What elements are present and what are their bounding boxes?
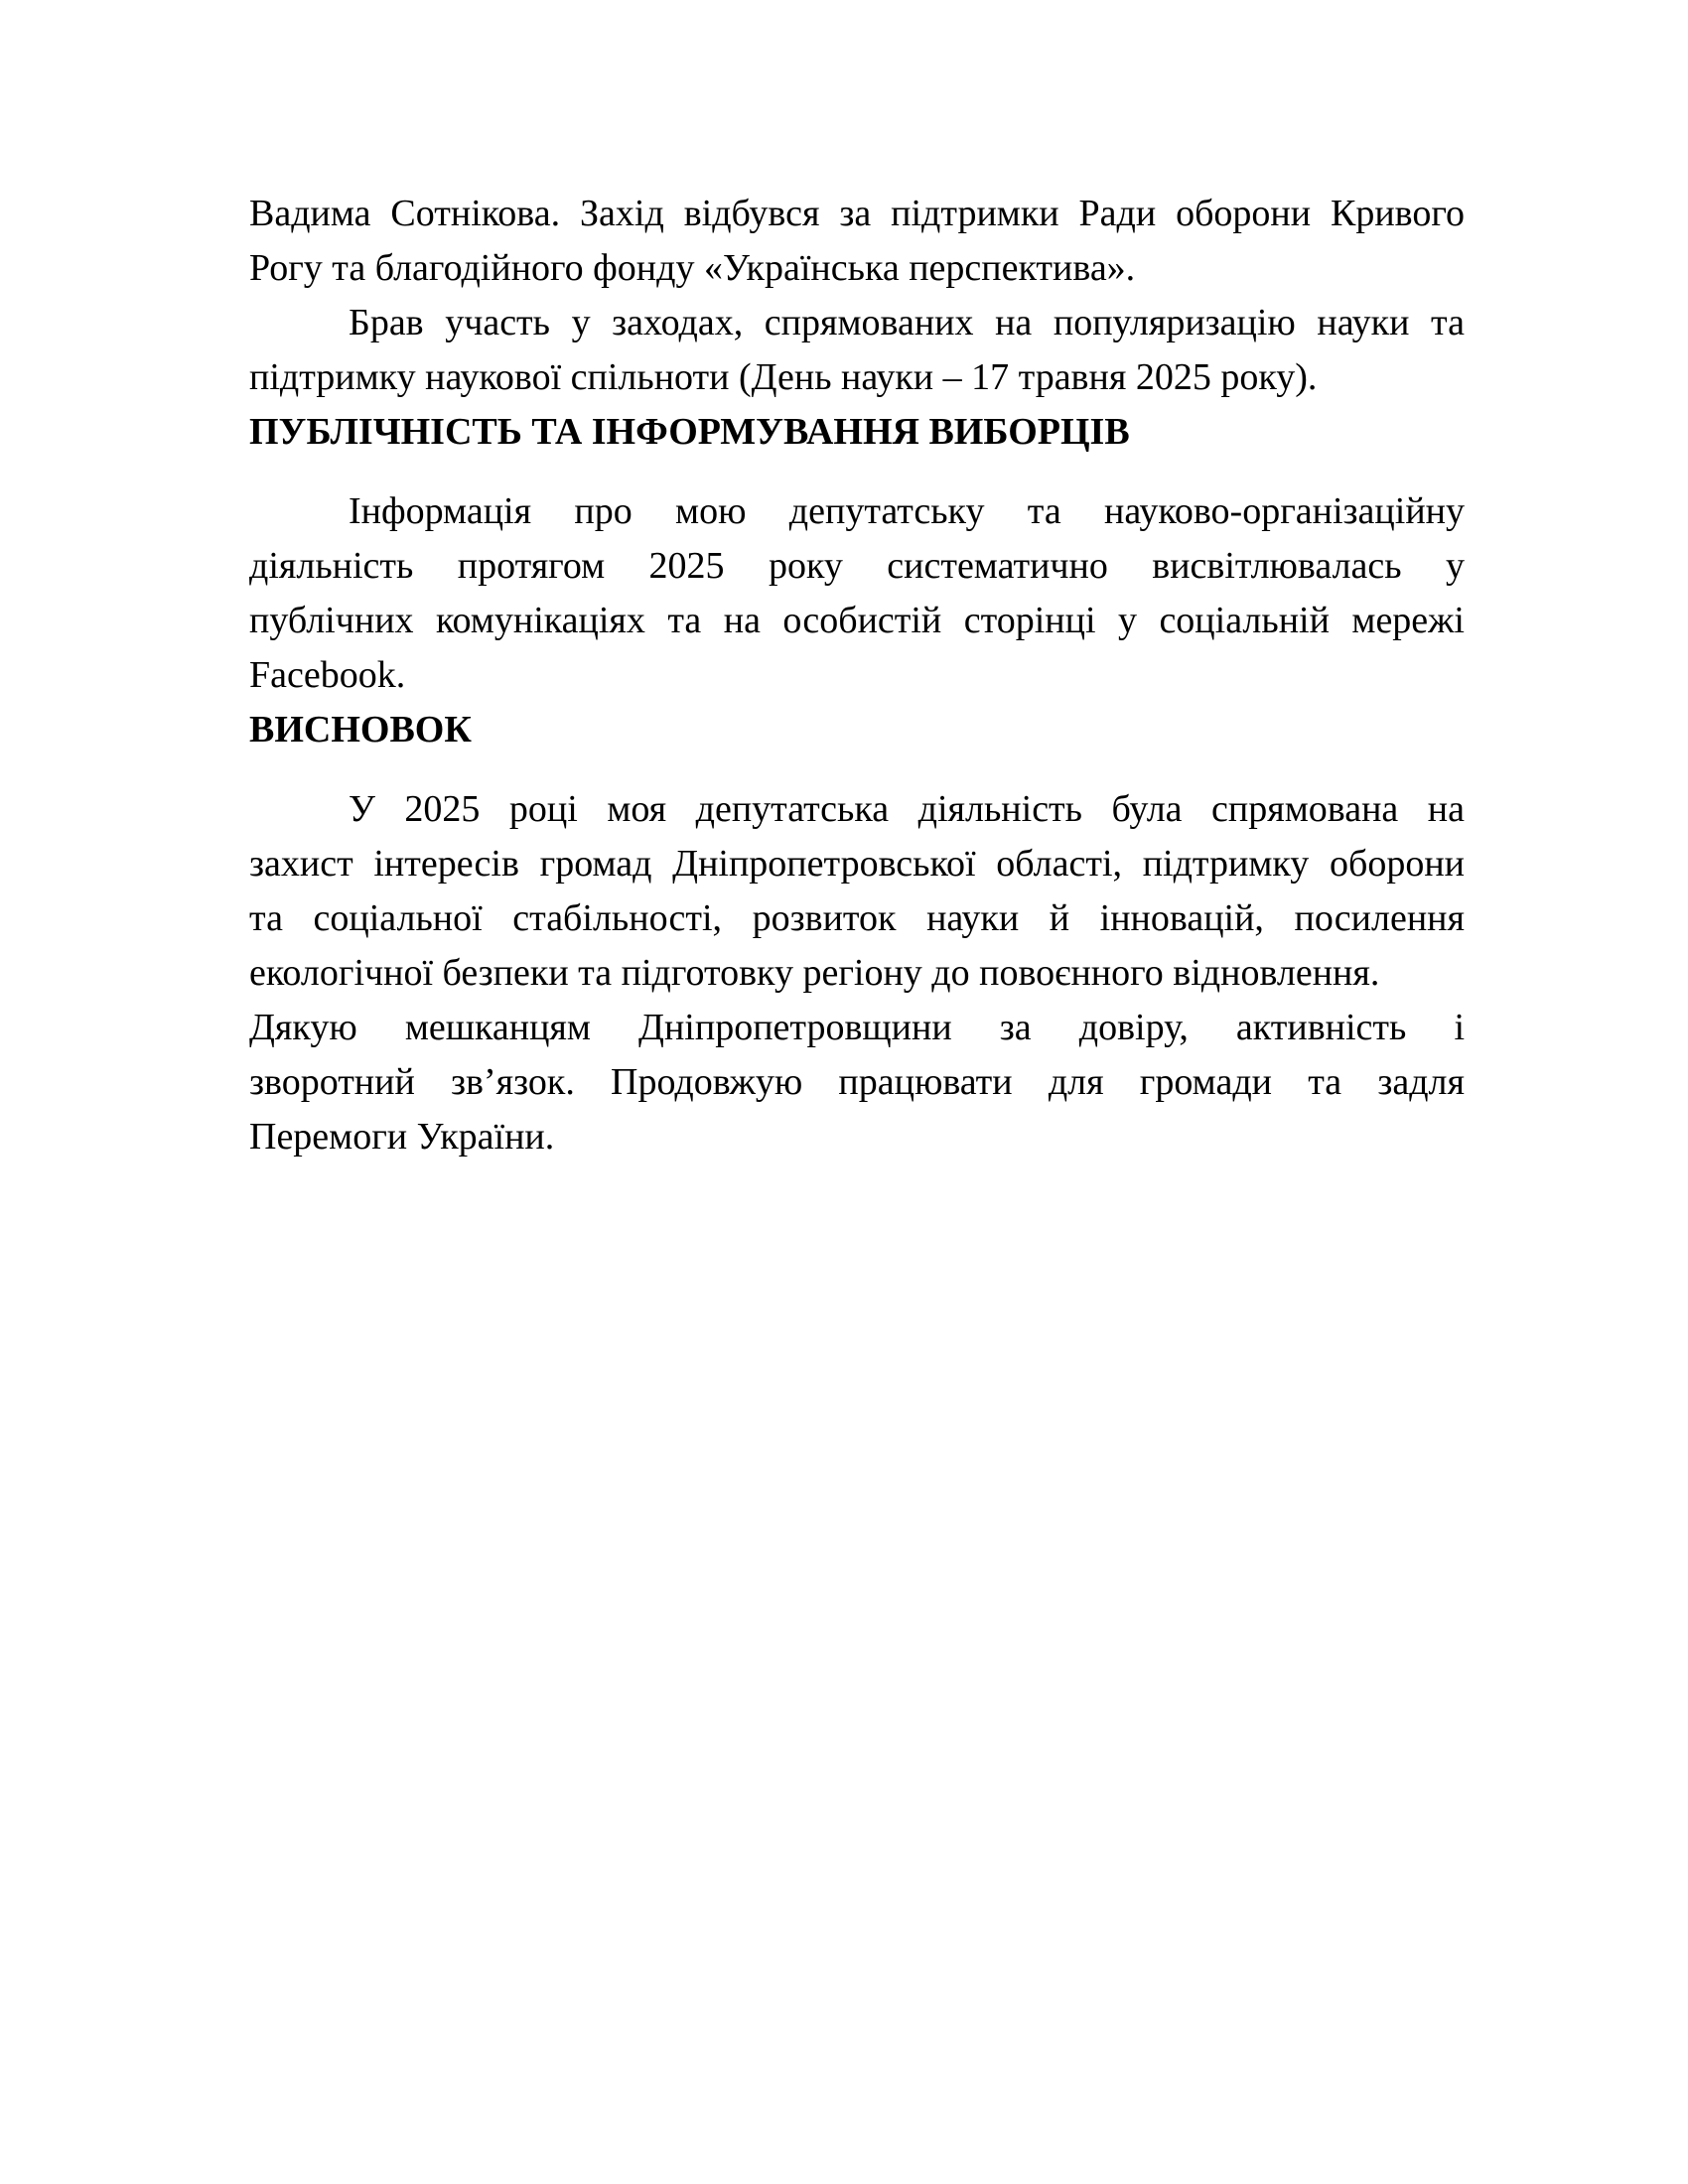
text-line: Facebook. — [249, 654, 406, 696]
section-heading — [249, 405, 1465, 460]
text-line: Дякую мешканцям Дніпропетровщини за довіру, активність і — [249, 1007, 1465, 1048]
paragraph — [249, 782, 1465, 1001]
text-line: зворотний зв’язок. Продовжую працювати для громади та задля — [249, 1061, 1465, 1103]
heading-line: ВИСНОВОК — [249, 709, 472, 751]
text-line: Інформація про мою депутатську та науково-організаційну — [349, 490, 1465, 532]
text-line: Вадима Сотнікова. Захід відбувся за підтримки Ради оборони Кривого — [249, 193, 1465, 234]
text-line: Брав участь у заходах, спрямованих на популяризацію науки та — [349, 302, 1465, 343]
section-heading — [249, 703, 1465, 757]
paragraph — [249, 484, 1465, 703]
text-line: Рогу та благодійного фонду «Українська перспектива». — [249, 247, 1136, 289]
text-line: діяльність протягом 2025 року систематично висвітлювалась у — [249, 545, 1465, 587]
text-line: підтримку наукової спільноти (День науки – 17 травня 2025 року). — [249, 356, 1318, 398]
text-line: Перемоги України. — [249, 1116, 555, 1158]
text-line: захист інтересів громад Дніпропетровської області, підтримку оборони — [249, 843, 1465, 885]
document-page-content — [249, 187, 1465, 1164]
text-line: публічних комунікаціях та на особистій сторінці у соціальній мережі — [249, 600, 1465, 641]
paragraph — [249, 1001, 1465, 1164]
heading-line: ПУБЛІЧНІСТЬ ТА ІНФОРМУВАННЯ ВИБОРЦІВ — [249, 411, 1130, 453]
text-line: екологічної безпеки та підготовку регіону до повоєнного відновлення. — [249, 952, 1380, 994]
text-line: У 2025 році моя депутатська діяльність була спрямована на — [349, 788, 1465, 830]
paragraph — [249, 296, 1465, 405]
paragraph — [249, 187, 1465, 296]
text-line: та соціальної стабільності, розвиток науки й інновацій, посилення — [249, 897, 1465, 939]
